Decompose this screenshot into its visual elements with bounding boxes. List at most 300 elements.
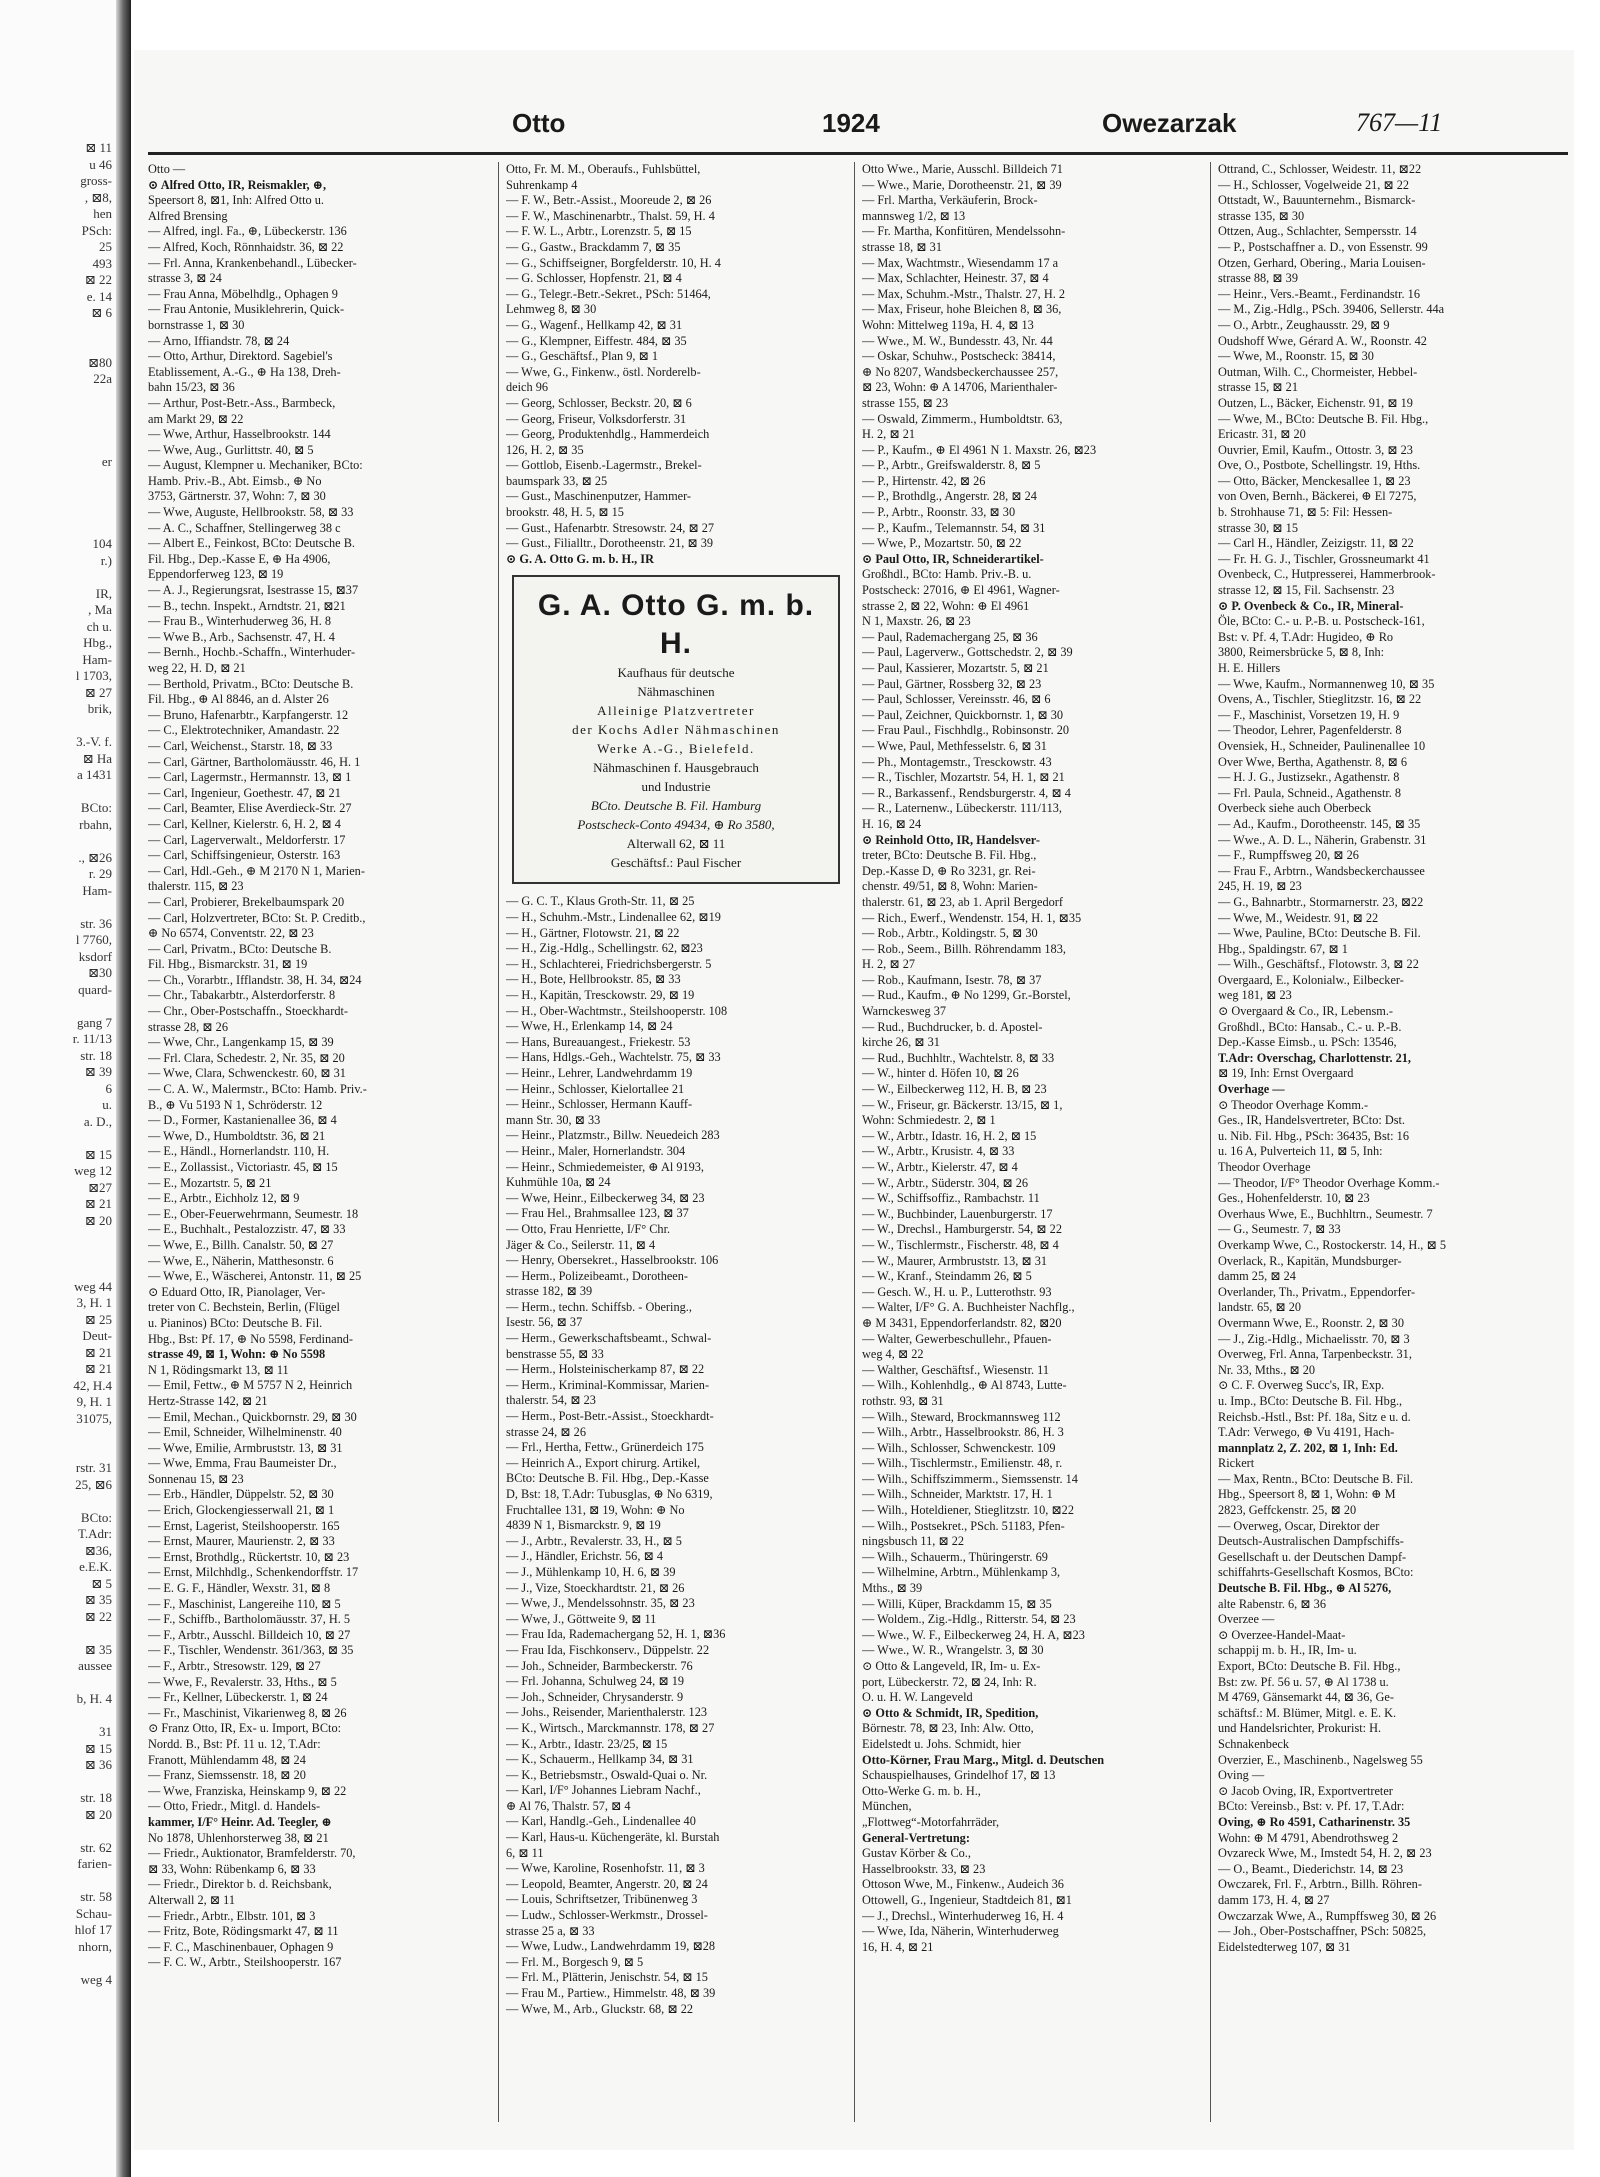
directory-entry: Jäger & Co., Seilerstr. 11, ⊠ 4 xyxy=(506,1237,656,1252)
directory-entry: Isestr. 56, ⊠ 37 xyxy=(506,1315,583,1330)
directory-entry: strasse 88, ⊠ 39 xyxy=(1218,271,1298,286)
directory-entry: — H., Schlachterei, Friedrichsbergerstr. 5 xyxy=(506,956,712,971)
directory-entry: — C., Elektrotechniker, Amandastr. 22 xyxy=(148,723,340,738)
directory-entry: u. Nib. Fil. Hbg., PSch: 36435, Bst: 16 xyxy=(1218,1128,1409,1143)
directory-entry: — Paul, Gärtner, Rossberg 32, ⊠ 23 xyxy=(862,676,1042,691)
fragment-line: u. xyxy=(102,1097,112,1112)
directory-entry: — Heinr., Vers.-Beamt., Ferdinandstr. 16 xyxy=(1218,286,1420,301)
directory-entry: — Hans, Hdlgs.-Geh., Wachtelstr. 75, ⊠ 33 xyxy=(506,1050,721,1065)
directory-entry: — Wilhelmine, Arbtrn., Mühlenkamp 3, xyxy=(862,1565,1061,1580)
directory-entry: mann Str. 30, ⊠ 33 xyxy=(506,1112,601,1127)
directory-entry: — Herm., Holsteinischerkamp 87, ⊠ 22 xyxy=(506,1362,705,1377)
directory-entry: Schauspielhauses, Grindelhof 17, ⊠ 13 xyxy=(862,1768,1056,1783)
directory-entry: — Paul, Zeichner, Quickbornstr. 1, ⊠ 30 xyxy=(862,707,1064,722)
directory-entry: — Frau Paul., Fischhdlg., Robinsonstr. 20 xyxy=(862,723,1070,738)
directory-entry: Oudshoff Wwe, Gérard A. W., Roonstr. 42 xyxy=(1218,333,1427,348)
directory-entry: — Gesch. W., H. u. P., Lutterothstr. 93 xyxy=(862,1284,1052,1299)
fragment-line: ⊠ 35 xyxy=(84,1641,112,1657)
directory-page xyxy=(134,50,1574,2150)
directory-entry: Owczarzak Wwe, A., Rumpffsweg 30, ⊠ 26 xyxy=(1218,1908,1437,1923)
directory-entry: Overlack, R., Kapitän, Mundsburger- xyxy=(1218,1253,1402,1268)
directory-entry: — Wwe, Chr., Langenkamp 15, ⊠ 39 xyxy=(148,1035,334,1050)
directory-entry: — R., Laternenw., Lübeckerstr. 111/113, xyxy=(862,801,1062,816)
directory-entry: — Wwe, Auguste, Hellbrookstr. 58, ⊠ 33 xyxy=(148,505,354,520)
fragment-line: 9, H. 1 xyxy=(76,1394,112,1409)
directory-entry: Hamb. Priv.-B., Abt. Eimsb., ⊕ No xyxy=(148,473,322,488)
directory-entry: Wohn: Mittelweg 119a, H. 4, ⊠ 13 xyxy=(862,317,1034,332)
directory-entry: Otto-Werke G. m. b. H., xyxy=(862,1783,981,1798)
directory-entry: Bst: v. Pf. 4, T.Adr: Hugideo, ⊕ Ro xyxy=(1218,629,1394,644)
column-divider xyxy=(854,162,855,2122)
directory-entry: — Otto, Arthur, Direktord. Sagebiel's xyxy=(148,349,333,364)
fragment-line xyxy=(0,1708,112,1725)
fragment-line: weg 4 xyxy=(80,1971,112,1987)
directory-entry: — Frau Anna, Möbelhdlg., Ophagen 9 xyxy=(148,286,338,301)
directory-entry: — Wwe., Marie, Dorotheenstr. 21, ⊠ 39 xyxy=(862,177,1062,192)
directory-entry: Otto Wwe., Marie, Ausschl. Billdeich 71 xyxy=(862,162,1063,176)
directory-entry: — Wwe, M., Weidestr. 91, ⊠ 22 xyxy=(1218,910,1379,925)
directory-entry: — Wwe, M., Roonstr. 15, ⊠ 30 xyxy=(1218,349,1374,364)
directory-entry: — G., Wagenf., Hellkamp 42, ⊠ 31 xyxy=(506,317,683,332)
directory-entry: weg 181, ⊠ 23 xyxy=(1218,988,1292,1003)
directory-entry: — Wwe, Pauline, BCto: Deutsche B. Fil. xyxy=(1218,926,1421,941)
directory-entry: Overbeck siehe auch Oberbeck xyxy=(1218,801,1372,816)
directory-entry: ⊕ M 3431, Eppendorferlandstr. 82, ⊠20 xyxy=(862,1315,1062,1330)
directory-entry: — Karl, Handlg.-Geh., Lindenallee 40 xyxy=(506,1814,696,1829)
directory-entry: — Paul, Lagerverw., Gottschedstr. 2, ⊠ 39 xyxy=(862,645,1073,660)
directory-entry: Overweg, Frl. Anna, Tarpenbeckstr. 31, xyxy=(1218,1347,1412,1362)
directory-entry: 6, ⊠ 11 xyxy=(506,1845,544,1860)
fragment-line: weg 12 xyxy=(74,1163,112,1178)
page-header xyxy=(134,108,1574,148)
directory-entry: M 4769, Gänsemarkt 44, ⊠ 36, Ge- xyxy=(1218,1690,1394,1705)
directory-entry: — Herm., Post-Betr.-Assist., Stoeckhardt- xyxy=(506,1409,714,1424)
directory-entry: — Walther, Geschäftsf., Wiesenstr. 11 xyxy=(862,1362,1049,1377)
directory-entry: — Rich., Ewerf., Wendenstr. 154, H. 1, ⊠35 xyxy=(862,910,1082,925)
directory-entry: Hbg., Speersort 8, ⊠ 1, Wohn: ⊕ M xyxy=(1218,1487,1396,1502)
fragment-line: u 46 xyxy=(89,156,112,172)
directory-entry: — J., Drechsl., Winterhuderweg 16, H. 4 xyxy=(862,1908,1064,1923)
directory-entry: Börnestr. 78, ⊠ 23, Inh: Alw. Otto, xyxy=(862,1721,1034,1736)
directory-entry: Otzen, Gerhard, Obering., Maria Louisen- xyxy=(1218,255,1426,270)
directory-entry: — Wwe, H., Erlenkamp 14, ⊠ 24 xyxy=(506,1019,673,1034)
directory-entry: — Wwe, Ida, Näherin, Winterhuderweg xyxy=(862,1924,1059,1939)
directory-entry: bornstrasse 1, ⊠ 30 xyxy=(148,317,245,332)
fragment-line xyxy=(0,388,112,405)
directory-entry: ⊙ Reinhold Otto, IR, Handelsver- xyxy=(862,832,1040,847)
directory-entry: — E., Buchhalt., Pestalozzistr. 47, ⊠ 33 xyxy=(148,1222,346,1237)
directory-entry: — Herm., Kriminal-Kommissar, Marien- xyxy=(506,1377,710,1392)
directory-entry: — Frau F., Arbtrn., Wandsbeckerchaussee xyxy=(1218,863,1425,878)
fragment-line: ⊠ 15 xyxy=(84,1740,112,1756)
directory-entry: — Gottlob, Eisenb.-Lagermstr., Brekel- xyxy=(506,458,702,473)
directory-entry: — Wilh., Tischlermstr., Emilienstr. 48, r. xyxy=(862,1456,1063,1471)
ad-line: Nähmaschinen f. Hausgebrauch xyxy=(593,760,759,776)
directory-entry: u. Pianinos) BCto: Deutsche B. Fil. xyxy=(148,1315,323,1330)
directory-entry: Ottoson Wwe, M., Finkenw., Audeich 36 xyxy=(862,1877,1064,1892)
directory-entry: — Wwe, M., Arb., Gluckstr. 68, ⊠ 22 xyxy=(506,2001,694,2016)
fragment-line: ⊠ 11 xyxy=(85,140,112,155)
fragment-line: PSch: xyxy=(81,222,112,238)
directory-entry: — J., Zig.-Hdlg., Michaelisstr. 70, ⊠ 3 xyxy=(1218,1331,1410,1346)
directory-entry: thalerstr. 61, ⊠ 23, ab 1. April Bergedorf xyxy=(862,894,1063,909)
directory-entry: — Karl, Haus-u. Küchengeräte, kl. Burstah xyxy=(506,1830,720,1845)
directory-entry: — Frl. Clara, Schedestr. 2, Nr. 35, ⊠ 20 xyxy=(148,1050,345,1065)
directory-entry: — Wwe, G., Finkenw., östl. Norderelb- xyxy=(506,364,701,379)
directory-entry: — Paul, Schlosser, Vereinsstr. 46, ⊠ 6 xyxy=(862,692,1051,707)
directory-entry: — F., Maschinist, Langereihe 110, ⊠ 5 xyxy=(148,1596,341,1611)
directory-entry: — Friedr., Auktionator, Bramfelderstr. 70, xyxy=(148,1846,356,1861)
directory-entry: schäftsf.: M. Blümer, Mitgl. e. E. K. xyxy=(1218,1705,1397,1720)
directory-entry: alte Rabenstr. 6, ⊠ 36 xyxy=(1218,1596,1326,1611)
previous-page-fragments xyxy=(0,140,112,1988)
directory-entry: — Oswald, Zimmerm., Humboldtstr. 63, xyxy=(862,411,1063,426)
directory-entry: — O., Arbtr., Zeughausstr. 29, ⊠ 9 xyxy=(1218,317,1390,332)
directory-entry: — Heinrich A., Export chirurg. Artikel, xyxy=(506,1455,701,1470)
fragment-line: ⊠ 5 xyxy=(91,1575,112,1591)
directory-entry: — P., Postschaffner a. D., von Essenstr. 99 xyxy=(1218,239,1428,254)
fragment-line: a. D., xyxy=(83,1113,112,1129)
directory-entry: Eidelstedterweg 107, ⊠ 31 xyxy=(1218,1939,1351,1954)
directory-entry: — Frl. Johanna, Schulweg 24, ⊠ 19 xyxy=(506,1674,685,1689)
directory-entry: — F. W. L., Arbtr., Lorenzstr. 5, ⊠ 15 xyxy=(506,224,692,239)
directory-entry: — W., hinter d. Höfen 10, ⊠ 26 xyxy=(862,1066,1019,1081)
directory-entry: ⊠ 33, Wohn: Rübenkamp 6, ⊠ 33 xyxy=(148,1861,316,1876)
ad-line: Postscheck-Conto 49434, ⊕ Ro 3580, xyxy=(577,817,775,833)
directory-entry: — P., Hirtenstr. 42, ⊠ 26 xyxy=(862,473,986,488)
header-right-keyword: Owezarzak xyxy=(1102,108,1237,138)
directory-entry: — H., Zig.-Hdlg., Schellingstr. 62, ⊠23 xyxy=(506,941,703,956)
directory-entry: ⊙ Otto & Schmidt, IR, Spedition, xyxy=(862,1705,1039,1720)
directory-entry: von Oven, Bernh., Bäckerei, ⊕ El 7275, xyxy=(1218,489,1417,504)
fragment-line: rbahn, xyxy=(79,816,112,832)
directory-entry: — J., Vize, Stoeckhardtstr. 21, ⊠ 26 xyxy=(506,1580,685,1595)
directory-entry: — Georg, Friseur, Volksdorferstr. 31 xyxy=(506,411,687,426)
directory-entry: Owczarek, Frl. F., Arbtrn., Billh. Röhren- xyxy=(1218,1877,1422,1892)
directory-entry: — E. G. F., Händler, Wexstr. 31, ⊠ 8 xyxy=(148,1581,331,1596)
fragment-line: ⊠ 20 xyxy=(84,1212,112,1228)
directory-entry: ⊙ Paul Otto, IR, Schneiderartikel- xyxy=(862,551,1044,566)
directory-entry: — K., Arbtr., Idastr. 23/25, ⊠ 15 xyxy=(506,1736,668,1751)
directory-entry: BCto: Vereinsb., Bst: v. Pf. 17, T.Adr: xyxy=(1218,1799,1405,1814)
directory-entry: Ottowell, G., Ingenieur, Stadtdeich 81, ⊠1 xyxy=(862,1892,1072,1907)
directory-entry: — Fr. Martha, Konfitüren, Mendelssohn- xyxy=(862,224,1066,239)
directory-entry: ⊠ 23, Wohn: ⊕ A 14706, Marienthaler- xyxy=(862,380,1058,395)
fragment-line xyxy=(0,998,112,1015)
directory-entry: — P., Kaufm., Telemannstr. 54, ⊠ 31 xyxy=(862,520,1046,535)
directory-entry: — Heinr., Maler, Hornerlandstr. 304 xyxy=(506,1143,686,1158)
directory-entry: — Wwe, M., BCto: Deutsche B. Fil. Hbg., xyxy=(1218,411,1429,426)
fragment-line: 25, ⊠6 xyxy=(75,1476,112,1492)
column-3 xyxy=(862,162,1202,2132)
directory-entry: — Frl. Paula, Schneid., Agathenstr. 8 xyxy=(1218,785,1402,800)
directory-entry: Otto-Körner, Frau Marg., Mitgl. d. Deutschen xyxy=(862,1752,1105,1767)
directory-entry: ⊙ Theodor Overhage Komm.- xyxy=(1218,1097,1369,1112)
directory-entry: Speersort 8, ⊠1, Inh: Alfred Otto u. xyxy=(148,193,324,208)
directory-entry: — Woldem., Zig.-Hdlg., Ritterstr. 54, ⊠ 23 xyxy=(862,1612,1076,1627)
fragment-line: a 1431 xyxy=(76,767,112,782)
directory-entry: deich 96 xyxy=(506,380,549,395)
directory-entry: — Emil, Schneider, Wilhelminenstr. 40 xyxy=(148,1425,342,1440)
fragment-line xyxy=(0,784,112,801)
fragment-line xyxy=(0,1625,112,1642)
directory-entry: ⊠ 19, Inh: Ernst Overgaard xyxy=(1218,1066,1354,1081)
fragment-line: ⊠30 xyxy=(88,965,112,980)
directory-entry: — Frau Ida, Rademachergang 52, H. 1, ⊠36 xyxy=(506,1627,726,1642)
directory-entry: — Wwe, E., Näherin, Matthesonstr. 6 xyxy=(148,1253,334,1268)
directory-entry: — C. A. W., Malermstr., BCto: Hamb. Priv.- xyxy=(148,1082,367,1097)
directory-entry: — W., Buchbinder, Lauenburgerstr. 17 xyxy=(862,1206,1053,1221)
directory-entry: benstrasse 55, ⊠ 33 xyxy=(506,1346,604,1361)
fragment-line: 3, H. 1 xyxy=(76,1295,112,1310)
directory-entry: Ericastr. 31, ⊠ 20 xyxy=(1218,427,1306,442)
fragment-line: 25 xyxy=(99,239,112,254)
directory-entry: Schnakenbeck xyxy=(1218,1736,1290,1751)
directory-entry: Öle, BCto: C.- u. P.-B. u. Postscheck-161, xyxy=(1218,614,1425,629)
fragment-line: 42, H.4 xyxy=(73,1377,112,1393)
directory-entry: — P., Arbtr., Roonstr. 33, ⊠ 30 xyxy=(862,505,1016,520)
directory-entry: — Frau B., Winterhuderweg 36, H. 8 xyxy=(148,614,332,629)
fragment-line: Ham- xyxy=(82,882,112,898)
directory-entry: Fil. Hbg., Bismarckstr. 31, ⊠ 19 xyxy=(148,957,308,972)
fragment-line xyxy=(0,1246,112,1263)
directory-entry: — Wilh., Schiffszimmerm., Siemssenstr. 14 xyxy=(862,1471,1078,1486)
directory-entry: — Wwe, Emilie, Armbruststr. 13, ⊠ 31 xyxy=(148,1440,343,1455)
directory-entry: ⊙ Otto & Langeveld, IR, Im- u. Ex- xyxy=(862,1659,1041,1673)
directory-entry: — August, Klempner u. Mechaniker, BCto: xyxy=(148,458,363,473)
fragment-line: ⊠ 36 xyxy=(84,1757,112,1772)
directory-entry: ⊙ C. F. Overweg Succ's, IR, Exp. xyxy=(1218,1378,1385,1393)
directory-entry: — Bernh., Hochb.-Schaffn., Winterhuder- xyxy=(148,645,356,660)
fragment-line: , ⊠8, xyxy=(84,189,112,205)
directory-entry: strasse 49, ⊠ 1, Wohn: ⊕ No 5598 xyxy=(148,1347,326,1362)
directory-entry: — Bruno, Hafenarbtr., Karpfangerstr. 12 xyxy=(148,707,349,722)
directory-entry: — Ph., Montagemstr., Tresckowstr. 43 xyxy=(862,754,1052,769)
fragment-line: 31 xyxy=(99,1724,112,1739)
directory-entry: — W., Tischlermstr., Fischerstr. 48, ⊠ 4 xyxy=(862,1237,1059,1252)
directory-entry: Gustav Körber & Co., xyxy=(862,1846,971,1861)
directory-entry: Ovzareck Wwe, M., Imstedt 54, H. 2, ⊠ 23 xyxy=(1218,1846,1432,1861)
fragment-line: rstr. 31 xyxy=(75,1460,112,1475)
directory-entry: — Frl., Hertha, Fettw., Grünerdeich 175 xyxy=(506,1440,704,1455)
directory-entry: — Rud., Kaufm., ⊕ No 1299, Gr.-Borstel, xyxy=(862,988,1071,1003)
fragment-line: r.) xyxy=(100,552,112,568)
directory-entry: — Wwe, Aug., Gurlittstr. 40, ⊠ 5 xyxy=(148,442,314,457)
fragment-line xyxy=(0,1130,112,1147)
directory-entry: — Wwe, E., Wäscherei, Antonstr. 11, ⊠ 25 xyxy=(148,1269,362,1284)
directory-entry: — E., Ober-Feuerwehrmann, Seumestr. 18 xyxy=(148,1206,359,1221)
ad-line: Alterwall 62, ⊠ 11 xyxy=(626,836,726,852)
directory-entry: T.Adr: Verwego, ⊕ Vu 4191, Hach- xyxy=(1218,1425,1395,1440)
directory-entry: strasse 30, ⊠ 15 xyxy=(1218,520,1298,535)
directory-entry: — Rob., Kaufmann, Isestr. 78, ⊠ 37 xyxy=(862,972,1042,987)
directory-entry: — Arno, Iffiandstr. 78, ⊠ 24 xyxy=(148,333,290,348)
directory-entry: ⊙ Franz Otto, IR, Ex- u. Import, BCto: xyxy=(148,1721,342,1736)
fragment-line: ⊠ 39 xyxy=(84,1064,112,1079)
fragment-line xyxy=(0,338,112,355)
fragment-line xyxy=(0,1873,112,1890)
directory-entry: Oving, ⊕ Ro 4591, Catharinenstr. 35 xyxy=(1218,1814,1411,1829)
directory-entry: — Wwe B., Arb., Sachsenstr. 47, H. 4 xyxy=(148,629,335,644)
directory-entry: — Ernst, Brothdlg., Rückertstr. 10, ⊠ 23 xyxy=(148,1549,350,1564)
directory-entry: — Otto, Bäcker, Menckesallee 1, ⊠ 23 xyxy=(1218,473,1411,488)
directory-entry: — Georg, Produktenhdlg., Hammerdeich xyxy=(506,427,710,442)
fragment-line: ⊠ 21 xyxy=(84,1361,112,1376)
directory-entry: — J., Mühlenkamp 10, H. 6, ⊠ 39 xyxy=(506,1564,676,1579)
directory-entry: T.Adr: Overschag, Charlottenstr. 21, xyxy=(1218,1050,1411,1065)
directory-entry: Ove, O., Postbote, Schellingstr. 19, Hths. xyxy=(1218,458,1421,473)
directory-entry: — Carl, Gärtner, Bartholomäusstr. 46, H. 1 xyxy=(148,754,361,769)
directory-entry: Otto — xyxy=(148,162,186,176)
directory-entry: — Herm., techn. Schiffsb. - Obering., xyxy=(506,1299,692,1314)
fragment-line xyxy=(0,322,112,339)
directory-entry: Reichsb.-Hstl., Bst: Pf. 18a, Sitz e u. d. xyxy=(1218,1409,1411,1424)
directory-entry: treter, BCto: Deutsche B. Fil. Hbg., xyxy=(862,848,1037,863)
directory-entry: — Wwe, Clara, Schwenckestr. 60, ⊠ 31 xyxy=(148,1066,346,1081)
directory-entry: — Louis, Schriftsetzer, Tribünenweg 3 xyxy=(506,1892,698,1907)
directory-entry: — Arthur, Post-Betr.-Ass., Barmbeck, xyxy=(148,395,336,410)
directory-entry: — Wilh., Schauerm., Thüringerstr. 69 xyxy=(862,1549,1048,1564)
directory-entry: b. Strohhause 71, ⊠ 5: Fil: Hessen- xyxy=(1218,505,1393,520)
ad-line: Alleinige Platzvertreter xyxy=(597,703,755,719)
fragment-line xyxy=(0,718,112,735)
directory-entry: — Carl, Probierer, Brekelbaumspark 20 xyxy=(148,894,345,909)
directory-entry: ⊙ Jacob Oving, IR, Exportvertreter xyxy=(1218,1783,1393,1798)
directory-entry: schappij m. b. H., IR, Im- u. xyxy=(1218,1643,1357,1658)
directory-entry: — F. W., Maschinenarbtr., Thalst. 59, H. 4 xyxy=(506,208,715,223)
directory-entry: — K., Betriebsmstr., Oswald-Quai o. Nr. xyxy=(506,1767,708,1782)
directory-entry: — Franz, Siemssenstr. 18, ⊠ 20 xyxy=(148,1768,306,1783)
fragment-line: 31075, xyxy=(76,1410,112,1426)
ad-line: Nähmaschinen xyxy=(637,684,715,700)
fragment-line: er xyxy=(101,453,112,469)
fragment-line: l 1703, xyxy=(75,668,112,683)
directory-entry: ⊕ No 8207, Wandsbeckerchaussee 257, xyxy=(862,364,1059,379)
directory-entry: — Ernst, Milchhdlg., Schenkendorffstr. 17 xyxy=(148,1565,359,1580)
directory-entry: baumspark 33, ⊠ 25 xyxy=(506,473,608,488)
directory-entry: — Max, Schlachter, Heinestr. 37, ⊠ 4 xyxy=(862,271,1049,286)
directory-entry: — Wwe, J., Mendelssohnstr. 35, ⊠ 23 xyxy=(506,1596,695,1611)
directory-entry: — K., Wirtsch., Marckmannstr. 178, ⊠ 27 xyxy=(506,1720,715,1735)
directory-entry: — Wwe, Franziska, Heinskamp 9, ⊠ 22 xyxy=(148,1783,347,1798)
directory-entry: — Herm., Gewerkschaftsbeamt., Schwal- xyxy=(506,1331,712,1346)
directory-entry: — Carl, Ingenieur, Goethestr. 47, ⊠ 21 xyxy=(148,785,341,800)
directory-entry: — E., Zollassist., Victoriastr. 45, ⊠ 15 xyxy=(148,1160,338,1174)
directory-entry: Bst: zw. Pf. 56 u. 57, ⊕ Al 1738 u. xyxy=(1218,1674,1389,1689)
directory-entry: rothstr. 93, ⊠ 31 xyxy=(862,1393,944,1408)
directory-entry: Deutsche B. Fil. Hbg., ⊕ Al 5276, xyxy=(1218,1581,1392,1596)
directory-entry: Ottrand, C., Schlosser, Weidestr. 11, ⊠22 xyxy=(1218,162,1422,176)
directory-entry: landstr. 65, ⊠ 20 xyxy=(1218,1300,1302,1315)
directory-entry: — Carl, Kellner, Kielerstr. 6, H. 2, ⊠ 4 xyxy=(148,816,341,831)
directory-entry: — R., Tischler, Mozartstr. 54, H. 1, ⊠ 21 xyxy=(862,770,1065,785)
fragment-line: ⊠ 21 xyxy=(84,1196,112,1211)
directory-entry: — Heinr., Schmiedemeister, ⊕ Al 9193, xyxy=(506,1159,704,1174)
fragment-line: str. 62 xyxy=(80,1839,112,1855)
directory-entry: Warnckesweg 37 xyxy=(862,1004,947,1019)
directory-entry: ⊙ Overgaard & Co., IR, Lebensm.- xyxy=(1218,1004,1394,1019)
ad-line: Werke A.-G., Bielefeld. xyxy=(597,741,755,757)
fragment-line: ksdorf xyxy=(78,948,112,964)
fragment-line xyxy=(0,470,112,487)
directory-entry: kirche 26, ⊠ 31 xyxy=(862,1035,940,1050)
directory-entry: — Frl. Anna, Krankenbehandl., Lübecker- xyxy=(148,255,357,270)
directory-entry: — J., Händler, Erichstr. 56, ⊠ 4 xyxy=(506,1549,664,1564)
directory-entry: — Theodor, Lehrer, Pagenfelderstr. 8 xyxy=(1218,723,1402,738)
directory-entry: — G., Gastw., Brackdamm 7, ⊠ 35 xyxy=(506,239,681,254)
ad-line: BCto. Deutsche B. Fil. Hamburg xyxy=(590,798,762,814)
fragment-line: farien- xyxy=(77,1856,112,1871)
directory-entry: — Johs., Reisender, Marienthalerstr. 123 xyxy=(506,1705,708,1720)
directory-entry: Kuhmühle 10a, ⊠ 24 xyxy=(506,1175,611,1190)
directory-entry: — Paul, Kassierer, Mozartstr. 5, ⊠ 21 xyxy=(862,661,1049,675)
directory-entry: Fruchtallee 131, ⊠ 19, Wohn: ⊕ No xyxy=(506,1502,685,1517)
directory-entry: General-Vertretung: xyxy=(862,1830,970,1845)
advertisement-box xyxy=(512,575,840,884)
directory-entry: — Overweg, Oscar, Direktor der xyxy=(1218,1518,1380,1533)
directory-entry: — F., Arbtr., Stresowstr. 129, ⊠ 27 xyxy=(148,1659,321,1673)
directory-entry: — Wwe, F., Revalerstr. 33, Hths., ⊠ 5 xyxy=(148,1674,337,1689)
ad-line: Kaufhaus für deutsche xyxy=(617,665,735,681)
directory-entry: — F., Rumpffsweg 20, ⊠ 26 xyxy=(1218,848,1359,863)
ad-title: G. A. Otto G. m. b. H. xyxy=(537,589,815,661)
directory-entry: München, xyxy=(862,1799,912,1814)
fragment-line: weg 44 xyxy=(74,1278,112,1294)
fragment-line: r. 29 xyxy=(88,866,112,881)
directory-entry: — Karl, I/F° Johannes Liebram Nachf., xyxy=(506,1783,701,1798)
fragment-line: Hbg., xyxy=(83,635,112,650)
ad-line: der Kochs Adler Nähmaschinen xyxy=(572,722,780,738)
directory-entry: Dep.-Kasse Eimsb., u. PSch: 13546, xyxy=(1218,1035,1397,1050)
fragment-line: l 7760, xyxy=(75,932,112,947)
fragment-line xyxy=(0,421,112,438)
fragment-line: ⊠ 6 xyxy=(91,305,112,320)
directory-entry: — Frau M., Partiew., Himmelstr. 48, ⊠ 39 xyxy=(506,1986,716,2000)
directory-entry: 4839 N 1, Bismarckstr. 9, ⊠ 19 xyxy=(506,1518,661,1533)
fragment-line: str. 18 xyxy=(80,1047,112,1063)
fragment-line: b, H. 4 xyxy=(76,1691,112,1706)
directory-entry: D, Bst: 18, T.Adr: Tubusglas, ⊕ No 6319, xyxy=(506,1487,713,1501)
directory-entry: — Ernst, Lagerist, Steilshooperstr. 165 xyxy=(148,1518,340,1533)
directory-entry: 245, H. 19, ⊠ 23 xyxy=(1218,879,1302,894)
directory-entry: — Wwe., A. D. L., Näherin, Grabenstr. 31 xyxy=(1218,832,1427,847)
column-4 xyxy=(1218,162,1568,2132)
directory-entry: Alterwall 2, ⊠ 11 xyxy=(148,1892,236,1907)
directory-entry: H. 2, ⊠ 21 xyxy=(862,427,916,442)
directory-entry: — Wwe, Kaufm., Normannenweg 10, ⊠ 35 xyxy=(1218,676,1435,691)
fragment-line: Schau- xyxy=(75,1905,112,1921)
header-year: 1924 xyxy=(822,108,880,138)
directory-entry: — Carl, Lagerverwalt., Meldorferstr. 17 xyxy=(148,832,346,847)
directory-entry: — G., Geschäftsf., Plan 9, ⊠ 1 xyxy=(506,349,659,364)
directory-entry: strasse 28, ⊠ 26 xyxy=(148,1019,228,1034)
directory-entry: Overzee — xyxy=(1218,1612,1275,1627)
directory-entry: Ges., IR, Handelsvertreter, BCto: Dst. xyxy=(1218,1113,1405,1128)
directory-entry: — Gust., Maschinenputzer, Hammer- xyxy=(506,489,692,504)
directory-entry: — O., Beamt., Diederichstr. 14, ⊠ 23 xyxy=(1218,1861,1404,1876)
fragment-line xyxy=(0,404,112,421)
directory-entry: — Max, Schuhm.-Mstr., Thalstr. 27, H. 2 xyxy=(862,286,1066,301)
directory-entry: — Fr., Kellner, Lübeckerstr. 1, ⊠ 24 xyxy=(148,1690,328,1705)
fragment-line: str. 58 xyxy=(80,1889,112,1904)
directory-entry: Hasselbrookstr. 33, ⊠ 23 xyxy=(862,1861,986,1876)
directory-entry: — Wilh., Kohlenhdlg., ⊕ Al 8743, Lutte- xyxy=(862,1378,1067,1393)
directory-entry: — Heinr., Lehrer, Landwehrdamm 19 xyxy=(506,1065,693,1080)
directory-entry: — Wwe, E., Billh. Canalstr. 50, ⊠ 27 xyxy=(148,1237,334,1252)
directory-entry: Overgaard, E., Kolonialw., Eilbecker- xyxy=(1218,972,1404,987)
directory-entry: ⊙ Alfred Otto, IR, Reismakler, ⊕, xyxy=(148,177,327,192)
fragment-line: hen xyxy=(93,206,112,221)
